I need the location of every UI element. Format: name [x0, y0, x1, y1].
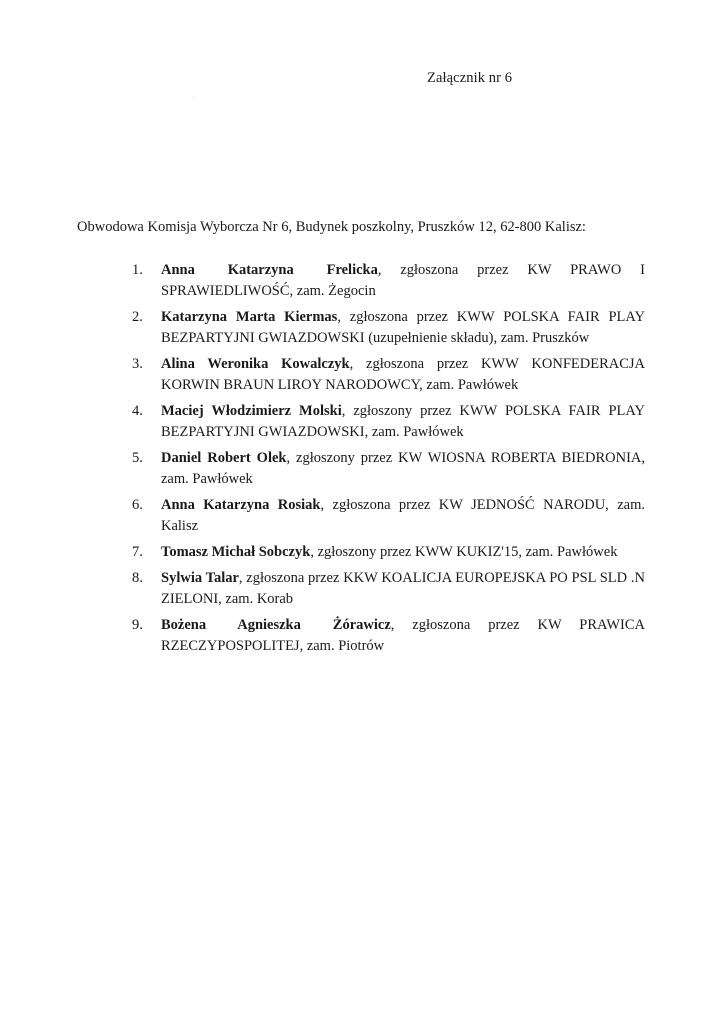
list-item — [122, 401, 645, 443]
member-nomination: , zgłoszona przez KW PRAWO I — [377, 262, 645, 278]
member-name: Sylwia Talar — [161, 570, 239, 586]
member-details: , zgłoszony przez KWW KUKIZ'15, zam. Pawłówek — [310, 544, 618, 560]
member-details: , zgłoszony przez KW WIOSNA ROBERTA BIEDRONIA, zam. Pawłówek — [161, 450, 645, 487]
list-item — [122, 354, 645, 396]
member-residence: RZECZYPOSPOLITEJ, zam. Piotrów — [161, 638, 385, 654]
member-nomination: , zgłoszona przez KW PRAWICA — [390, 617, 645, 633]
list-item — [122, 260, 645, 302]
item-line-1 — [161, 260, 645, 281]
member-name: Anna Katarzyna Frelicka — [161, 262, 378, 278]
item-number: 1. — [132, 262, 143, 278]
list-item — [122, 495, 645, 537]
member-name: Katarzyna Marta Kiermas — [161, 309, 338, 325]
attachment-label: Załącznik nr 6 — [427, 70, 513, 86]
item-number: 4. — [132, 403, 143, 419]
list-item — [122, 615, 645, 657]
item-line-1 — [161, 615, 645, 636]
item-number: 7. — [132, 544, 143, 560]
member-details: , zgłoszona przez KW JEDNOŚĆ NARODU, zam. Kalisz — [161, 497, 645, 534]
member-name: Maciej Włodzimierz Molski — [161, 403, 342, 419]
member-details: , zgłoszona przez KWW POLSKA FAIR PLAY BEZPARTYJNI GWIAZDOWSKI (uzupełnienie składu), zam. Pruszków — [161, 309, 645, 346]
member-name: Alina Weronika Kowalczyk — [161, 356, 350, 372]
member-residence: SPRAWIEDLIWOŚĆ, zam. Żegocin — [161, 283, 376, 299]
member-name: Anna Katarzyna Rosiak — [161, 497, 321, 513]
item-number: 5. — [132, 450, 143, 466]
member-name: Daniel Robert Olek — [161, 450, 287, 466]
member-name: Tomasz Michał Sobczyk — [161, 544, 311, 560]
member-details: , zgłoszona przez KWW KONFEDERACJA KORWIN BRAUN LIROY NARODOWCY, zam. Pawłówek — [161, 356, 645, 393]
list-item — [122, 542, 645, 563]
item-number: 2. — [132, 309, 143, 325]
scan-speck — [193, 97, 194, 98]
commission-heading: Obwodowa Komisja Wyborcza Nr 6, Budynek poszkolny, Pruszków 12, 62-800 Kalisz: — [77, 219, 586, 235]
item-number: 3. — [132, 356, 143, 372]
member-details: , zgłoszona przez KKW KOALICJA EUROPEJSKA PO PSL SLD .N ZIELONI, zam. Korab — [161, 570, 645, 607]
item-number: 8. — [132, 570, 143, 586]
member-details: , zgłoszony przez KWW POLSKA FAIR PLAY BEZPARTYJNI GWIAZDOWSKI, zam. Pawłówek — [161, 403, 645, 440]
member-name: Bożena Agnieszka Żórawicz — [161, 617, 391, 633]
list-item — [122, 448, 645, 490]
list-item — [122, 307, 645, 349]
members-list — [122, 260, 645, 662]
list-item — [122, 568, 645, 610]
item-number: 9. — [132, 617, 143, 633]
item-number: 6. — [132, 497, 143, 513]
